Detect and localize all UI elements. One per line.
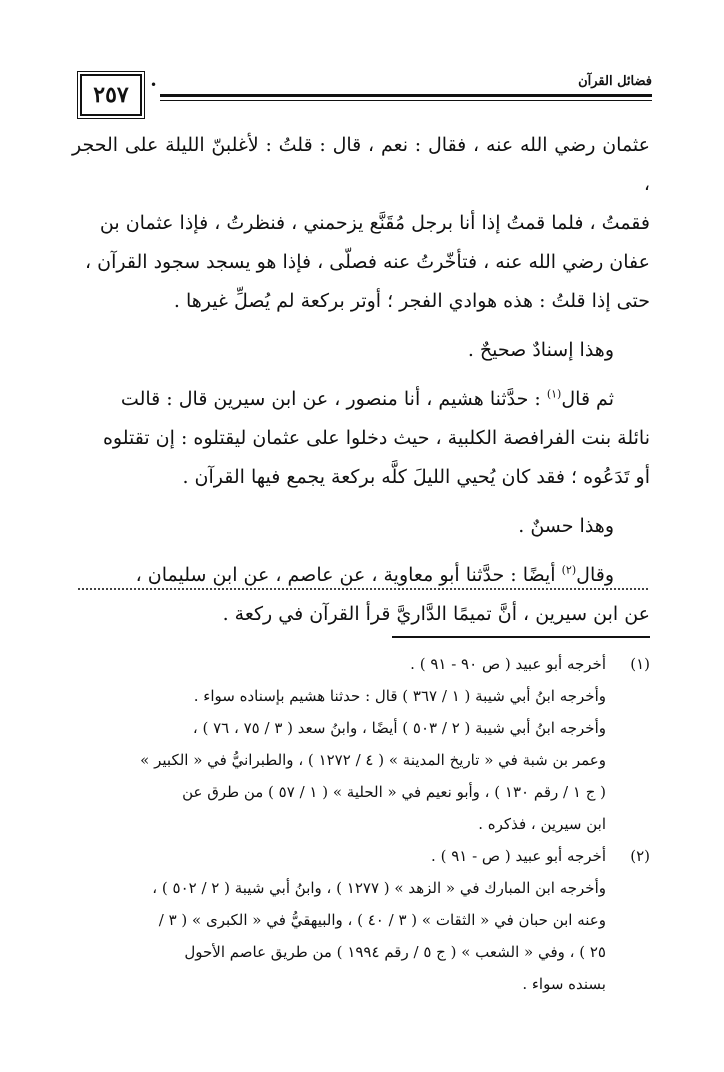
text-line: نائلة بنت الفرافصة الكلبية ، حيث دخلوا على عثمان ليقتلوه : إن تقتلوه <box>102 427 650 449</box>
running-title: فضائل القرآن <box>578 74 652 89</box>
text-run: وقال <box>576 564 614 586</box>
footnote-1 <box>72 648 650 840</box>
footnote-ref-2[interactable]: (٢) <box>561 563 577 577</box>
paragraph-3-cont <box>72 419 650 497</box>
footnote-line: أخرجه أبو عبيد ( ص ٩٠ - ٩١ ) . <box>410 655 606 673</box>
page-number: ٢٥٧ <box>80 74 142 116</box>
footnote-ref-1[interactable]: (١) <box>546 387 562 401</box>
footnote-line: ٢٥ ) ، وفي « الشعب » ( ج ٥ / رقم ١٩٩٤ ) من طريق عاصم الأحول <box>184 943 606 961</box>
header-rule-thick <box>160 94 652 97</box>
footnote-line: ابن سيرين ، فذكره . <box>478 815 606 833</box>
paragraph-1 <box>72 126 650 321</box>
footnote-2 <box>72 840 650 1000</box>
header-bullet: • <box>150 78 158 92</box>
footnote-line: بسنده سواء . <box>522 975 606 993</box>
text-run: ثم قال <box>561 388 614 410</box>
footnote-line: وأخرجه ابن المبارك في « الزهد » ( ١٢٧٧ ) ، وابنُ أبي شيبة ( ٢ / ٥٠٢ ) ، <box>152 879 606 897</box>
paragraph-2: وهذا إسنادٌ صحيحٌ . <box>467 339 614 361</box>
footnote-line: وعمر بن شبة في « تاريخ المدينة » ( ٤ / ١٢٧٢ ) ، والطبرانيُّ في « الكبير » <box>140 751 606 769</box>
text-run: أيضًا : حدَّثنا أبو معاوية ، عن عاصم ، عن ابن سليمان ، <box>135 564 562 586</box>
footnote-line: وعنه ابن حبان في « الثقات » ( ٣ / ٤٠ ) ، والبيهقيُّ في « الكبرى » ( ٣ / <box>158 911 606 929</box>
footnote-separator <box>392 636 650 638</box>
text-line: عن ابن سيرين ، أنَّ تميمًا الدَّاريَّ قرأ القرآن في ركعة . <box>222 603 650 625</box>
footnotes-section <box>72 648 650 1000</box>
paragraph-3 <box>72 380 650 419</box>
paragraph-5-cont <box>72 595 650 634</box>
footnote-number: (٢) <box>630 847 650 865</box>
footnote-line: وأخرجه ابنُ أبي شيبة ( ٢ / ٥٠٣ ) أيضًا ، وابنُ سعد ( ٣ / ٧٥ ، ٧٦ ) ، <box>192 719 606 737</box>
text-line: أو تَدَعُوه ؛ فقد كان يُحيي الليلَ كلَّه بركعة يجمع فيها القرآن . <box>182 466 650 488</box>
footnote-number: (١) <box>630 655 650 673</box>
header-rule-thin <box>160 100 652 101</box>
dotted-separator <box>78 588 648 590</box>
text-line: عثمان رضي الله عنه ، فقال : نعم ، قال : قلتُ : لأغلبنّ الليلة على الحجر ، <box>72 134 650 195</box>
paragraph-4: وهذا حسنٌ . <box>518 515 614 537</box>
footnote-line: أخرجه أبو عبيد ( ص - ٩١ ) . <box>431 847 606 865</box>
footnote-line: وأخرجه ابنُ أبي شيبة ( ١ / ٣٦٧ ) قال : حدثنا هشيم بإسناده سواء . <box>193 687 606 705</box>
text-line: عفان رضي الله عنه ، فتأخّرتُ عنه فصلّى ، فإذا هو يسجد سجود القرآن ، <box>84 251 650 273</box>
text-line: فقمتُ ، فلما قمتُ إذا أنا برجل مُقَنَّع يزحمني ، فنظرتُ ، فإذا عثمان بن <box>99 212 650 234</box>
footnote-line: ( ج ١ / رقم ١٣٠ ) ، وأبو نعيم في « الحلية » ( ١ / ٥٧ ) من طرق عن <box>182 783 606 801</box>
text-run: : حدَّثنا هشيم ، أنا منصور ، عن ابن سيرين قال : قالت <box>120 388 547 410</box>
main-text <box>72 126 650 634</box>
page-header <box>70 70 652 118</box>
text-line: حتى إذا قلتُ : هذه هوادي الفجر ؛ أوتر بركعة لم يُصلِّ غيرها . <box>173 290 650 312</box>
